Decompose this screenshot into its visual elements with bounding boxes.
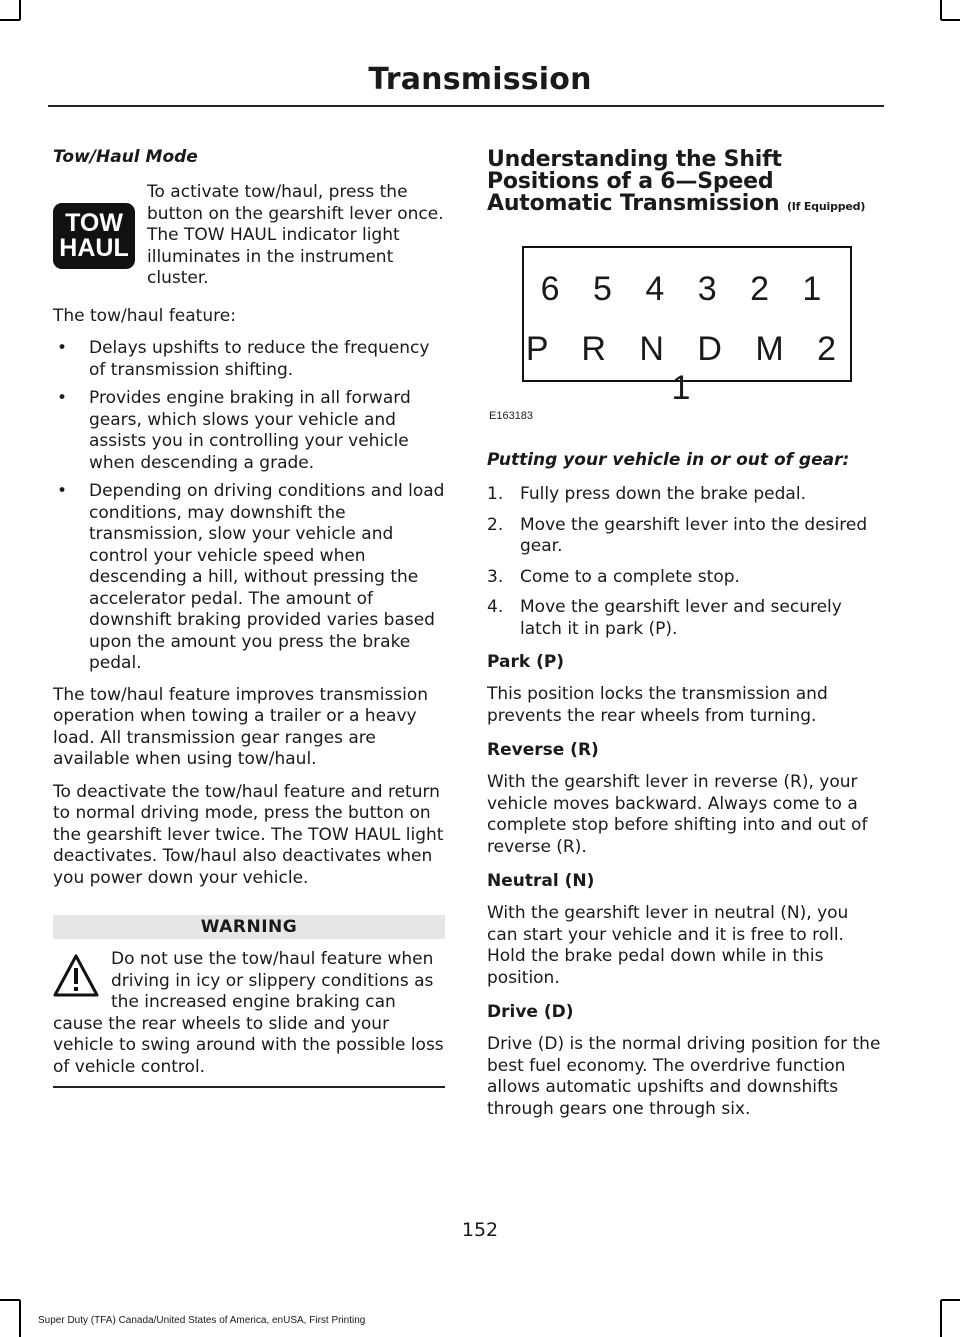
- tow-haul-intro: To activate tow/haul, press the button on the gearshift lever once. The TOW HAUL indicator light illuminates in the instrument cluster.: [147, 182, 444, 288]
- gear-numbers-row: 6 5 4 3 2 1: [540, 270, 834, 308]
- neutral-text: With the gearshift lever in neutral (N), you can start your vehicle and it is free to roll. Hold the brake pedal down while in this position.: [487, 903, 849, 988]
- gear-letters-row: P R N D M 2 1: [525, 330, 849, 407]
- bullet-glyph: •: [57, 338, 68, 358]
- steps-heading: Putting your vehicle in or out of gear:: [487, 450, 850, 470]
- section-heading-shift-positions: Understanding the Shift Positions of a 6—Speed Automatic Transmission (If Equipped): [487, 147, 866, 216]
- warning-rule: [53, 1086, 445, 1088]
- crop-mark: [0, 1299, 20, 1301]
- neutral-heading: Neutral (N): [487, 871, 595, 891]
- warning-label: WARNING: [53, 915, 445, 939]
- list-item: 4. Move the gearshift lever and securely latch it in park (P).: [487, 597, 842, 639]
- crop-mark: [941, 19, 960, 21]
- image-code: E163183: [489, 410, 534, 422]
- reverse-heading: Reverse (R): [487, 740, 599, 760]
- crop-mark: [0, 19, 20, 21]
- page-number: 152: [461, 1219, 499, 1241]
- steps-list: [487, 484, 882, 640]
- tow-haul-icon-line2: HAUL: [59, 234, 129, 262]
- list-item: 3. Come to a complete stop.: [487, 566, 740, 587]
- tow-haul-deactivate: To deactivate the tow/haul feature and return to normal driving mode, press the button on the gearshift lever twice. The TOW HAUL light deactivates. Tow/haul also deactivates when you power down your vehicle.: [53, 781, 444, 888]
- drive-heading: Drive (D): [487, 1002, 574, 1022]
- crop-mark: [940, 0, 942, 20]
- header-rule: [48, 105, 884, 107]
- feature-list: [53, 338, 445, 675]
- bullet-glyph: •: [57, 481, 68, 501]
- reverse-text: With the gearshift lever in reverse (R), your vehicle moves backward. Always come to a complete stop before shifting into and out of reverse (R).: [487, 772, 868, 857]
- left-column: [53, 145, 445, 1088]
- shift-position-diagram: [522, 246, 852, 407]
- page-title: Transmission: [368, 62, 592, 97]
- tow-haul-improves: The tow/haul feature improves transmission operation when towing a trailer or a heavy load. All transmission gear ranges are available when using tow/haul.: [53, 684, 429, 769]
- list-item: 1. Fully press down the brake pedal.: [487, 484, 806, 504]
- tow-haul-icon-line1: TOW: [65, 209, 123, 237]
- drive-text: Drive (D) is the normal driving position for the best fuel economy. The overdrive function allows automatic upshifts and downshifts through gears one through six.: [487, 1034, 881, 1119]
- list-item: • Depending on driving conditions and load conditions, may downshift the transmission, slow your vehicle and control your vehicle speed when descending a hill, without pressing the accelerator pedal. The amount of downshift braking provided varies based upon the amount you press the brake pedal.: [57, 481, 445, 673]
- warning-box: [53, 949, 445, 1088]
- section-heading-tow-haul: Tow/Haul Mode: [53, 147, 198, 167]
- crop-mark: [940, 1300, 942, 1337]
- list-item: • Provides engine braking in all forward gears, which slows your vehicle and assists you in controlling your vehicle when descending a grade.: [57, 388, 411, 473]
- list-item: • Delays upshifts to reduce the frequency of transmission shifting.: [57, 338, 430, 380]
- crop-mark: [19, 0, 21, 20]
- warning-text: Do not use the tow/haul feature when driving in icy or slippery conditions as the increased engine braking can cause the rear wheels to slide and your vehicle to swing around with the possible loss of vehicle control.: [53, 949, 444, 1077]
- list-item: 2. Move the gearshift lever into the desired gear.: [487, 514, 868, 556]
- park-text: This position locks the transmission and prevents the rear wheels from turning.: [487, 684, 828, 726]
- park-heading: Park (P): [487, 652, 565, 672]
- right-column: [487, 145, 882, 1131]
- crop-mark: [941, 1299, 960, 1301]
- feature-lead: The tow/haul feature:: [53, 305, 236, 326]
- warning-triangle-icon: [53, 953, 99, 999]
- tow-haul-icon: [53, 203, 135, 269]
- footer-text: Super Duty (TFA) Canada/United States of America, enUSA, First Printing: [38, 1315, 366, 1326]
- crop-mark: [19, 1300, 21, 1337]
- bullet-glyph: •: [57, 388, 68, 408]
